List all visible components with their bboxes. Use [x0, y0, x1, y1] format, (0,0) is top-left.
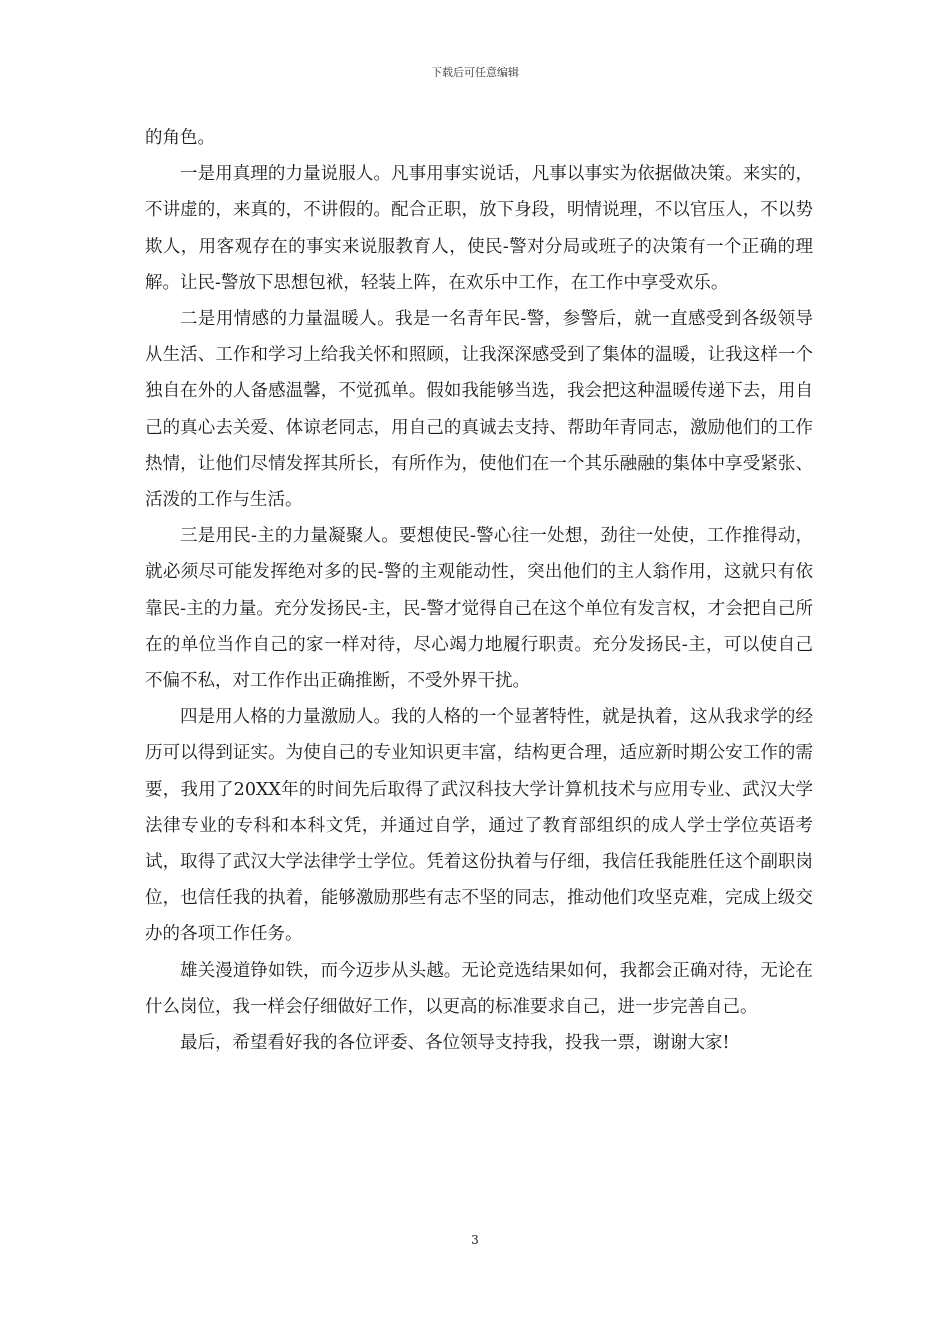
- paragraph-personality: 四是用人格的力量激励人。我的人格的一个显著特性，就是执着，这从我求学的经历可以得到证实。为使自己的专业知识更丰富，结构更合理，适应新时期公安工作的需要，我用了20XX年的时间先后取得了武汉科技大学计算机技术与应用专业、武汉大学法律专业的专科和本科文凭，并通过自学，通过了教育部组织的成人学士学位英语考试，取得了武汉大学法律学士学位。凭着这份执着与仔细，我信任我能胜任这个副职岗位，也信任我的执着，能够激励那些有志不坚的同志，推动他们攻坚克难，完成上级交办的各项工作任务。: [145, 707, 813, 945]
- paragraph-closing: 最后，希望看好我的各位评委、各位领导支持我，投我一票，谢谢大家!: [180, 1033, 730, 1054]
- paragraph-emotion: 二是用情感的力量温暖人。我是一名青年民-警，参警后，就一直感受到各级领导从生活、工作和学习上给我关怀和照顾，让我深深感受到了集体的温暖，让我这样一个独自在外的人备感温馨，不觉孤单。假如我能够当选，我会把这种温暖传递下去，用自己的真心去关爱、体谅老同志，用自己的真诚去支持、帮助年青同志，激励他们的工作热情，让他们尽情发挥其所长，有所作为，使他们在一个其乐融融的集体中享受紧张、活泼的工作与生活。: [145, 309, 813, 511]
- paragraph-resolution: 雄关漫道铮如铁，而今迈步从头越。无论竞选结果如何，我都会正确对待，无论在什么岗位，我一样会仔细做好工作，以更高的标准要求自己，进一步完善自己。: [145, 960, 813, 1017]
- page-header: 下载后可任意编辑: [431, 66, 519, 79]
- document-body: [145, 120, 813, 1061]
- page-number: 3: [471, 1233, 479, 1247]
- paragraph-continuation: 的角色。: [145, 128, 215, 148]
- paragraph-truth: 一是用真理的力量说服人。凡事用事实说话，凡事以事实为依据做决策。来实的，不讲虚的，来真的，不讲假的。配合正职，放下身段，明情说理，不以官压人，不以势欺人，用客观存在的事实来说服教育人，使民-警对分局或班子的决策有一个正确的理解。让民-警放下思想包袱，轻装上阵，在欢乐中工作，在工作中享受欢乐。: [145, 164, 813, 293]
- paragraph-democracy: 三是用民-主的力量凝聚人。要想使民-警心往一处想，劲往一处使，工作推得动，就必须尽可能发挥绝对多的民-警的主观能动性，突出他们的主人翁作用，这就只有依靠民-主的力量。充分发扬民-主，民-警才觉得自己在这个单位有发言权，才会把自己所在的单位当作自己的家一样对待，尽心竭力地履行职责。充分发扬民-主，可以使自己不偏不私，对工作作出正确推断，不受外界干扰。: [145, 526, 813, 692]
